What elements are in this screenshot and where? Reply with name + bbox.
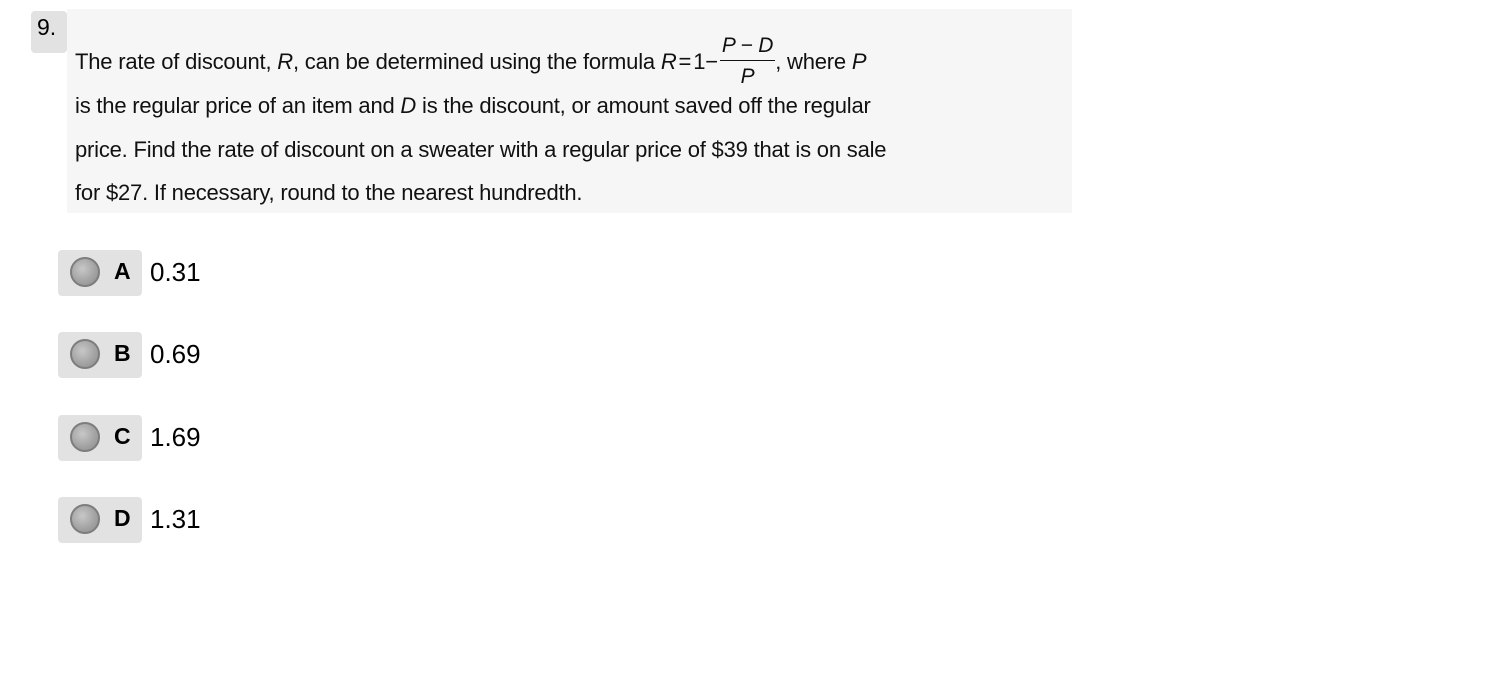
variable-d: D: [400, 93, 417, 118]
variable-p: P: [851, 48, 867, 74]
fraction-denominator: P: [740, 65, 755, 89]
stem-line-1: The rate of discount, R, can be determined using the formula R=1− $\frac{P - D}{P}$ , where P: [75, 34, 867, 89]
choice-value[interactable]: 0.69: [150, 339, 201, 369]
fraction-numerator: P − D: [721, 34, 774, 57]
answer-choice-d[interactable]: [58, 497, 358, 543]
radio-icon[interactable]: [70, 422, 100, 452]
choice-letter: D: [114, 505, 131, 531]
choice-d-button[interactable]: [58, 497, 142, 543]
answer-choice-c[interactable]: [58, 415, 358, 461]
question-stem: [67, 9, 1072, 213]
variable-r: R: [277, 48, 293, 74]
choice-value[interactable]: 0.31: [150, 257, 201, 287]
choice-letter: B: [114, 340, 131, 366]
choice-b-button[interactable]: [58, 332, 142, 378]
radio-icon[interactable]: [70, 257, 100, 287]
answer-choice-a[interactable]: [58, 250, 358, 296]
fraction-bar: [720, 60, 775, 61]
stem-line-2: is the regular price of an item and D is the discount, or amount saved off the regular: [75, 93, 871, 118]
radio-icon[interactable]: [70, 339, 100, 369]
stem-line-4: for $27. If necessary, round to the nearest hundredth.: [75, 180, 583, 205]
formula-r: R: [660, 48, 677, 74]
choice-letter: C: [114, 423, 131, 449]
formula-equals: =: [678, 48, 692, 74]
formula-minus: −: [705, 48, 718, 74]
question-number: 9.: [31, 11, 67, 53]
formula-fraction: [720, 34, 775, 88]
choice-value[interactable]: 1.31: [150, 504, 201, 534]
choice-a-button[interactable]: [58, 250, 142, 296]
choice-c-button[interactable]: [58, 415, 142, 461]
radio-icon[interactable]: [70, 504, 100, 534]
formula-one: 1: [693, 48, 706, 74]
choice-value[interactable]: 1.69: [150, 422, 201, 452]
choice-letter: A: [114, 258, 131, 284]
answer-choice-b[interactable]: [58, 332, 358, 378]
stem-line-3: price. Find the rate of discount on a sweater with a regular price of $39 that is on sale: [75, 137, 887, 162]
